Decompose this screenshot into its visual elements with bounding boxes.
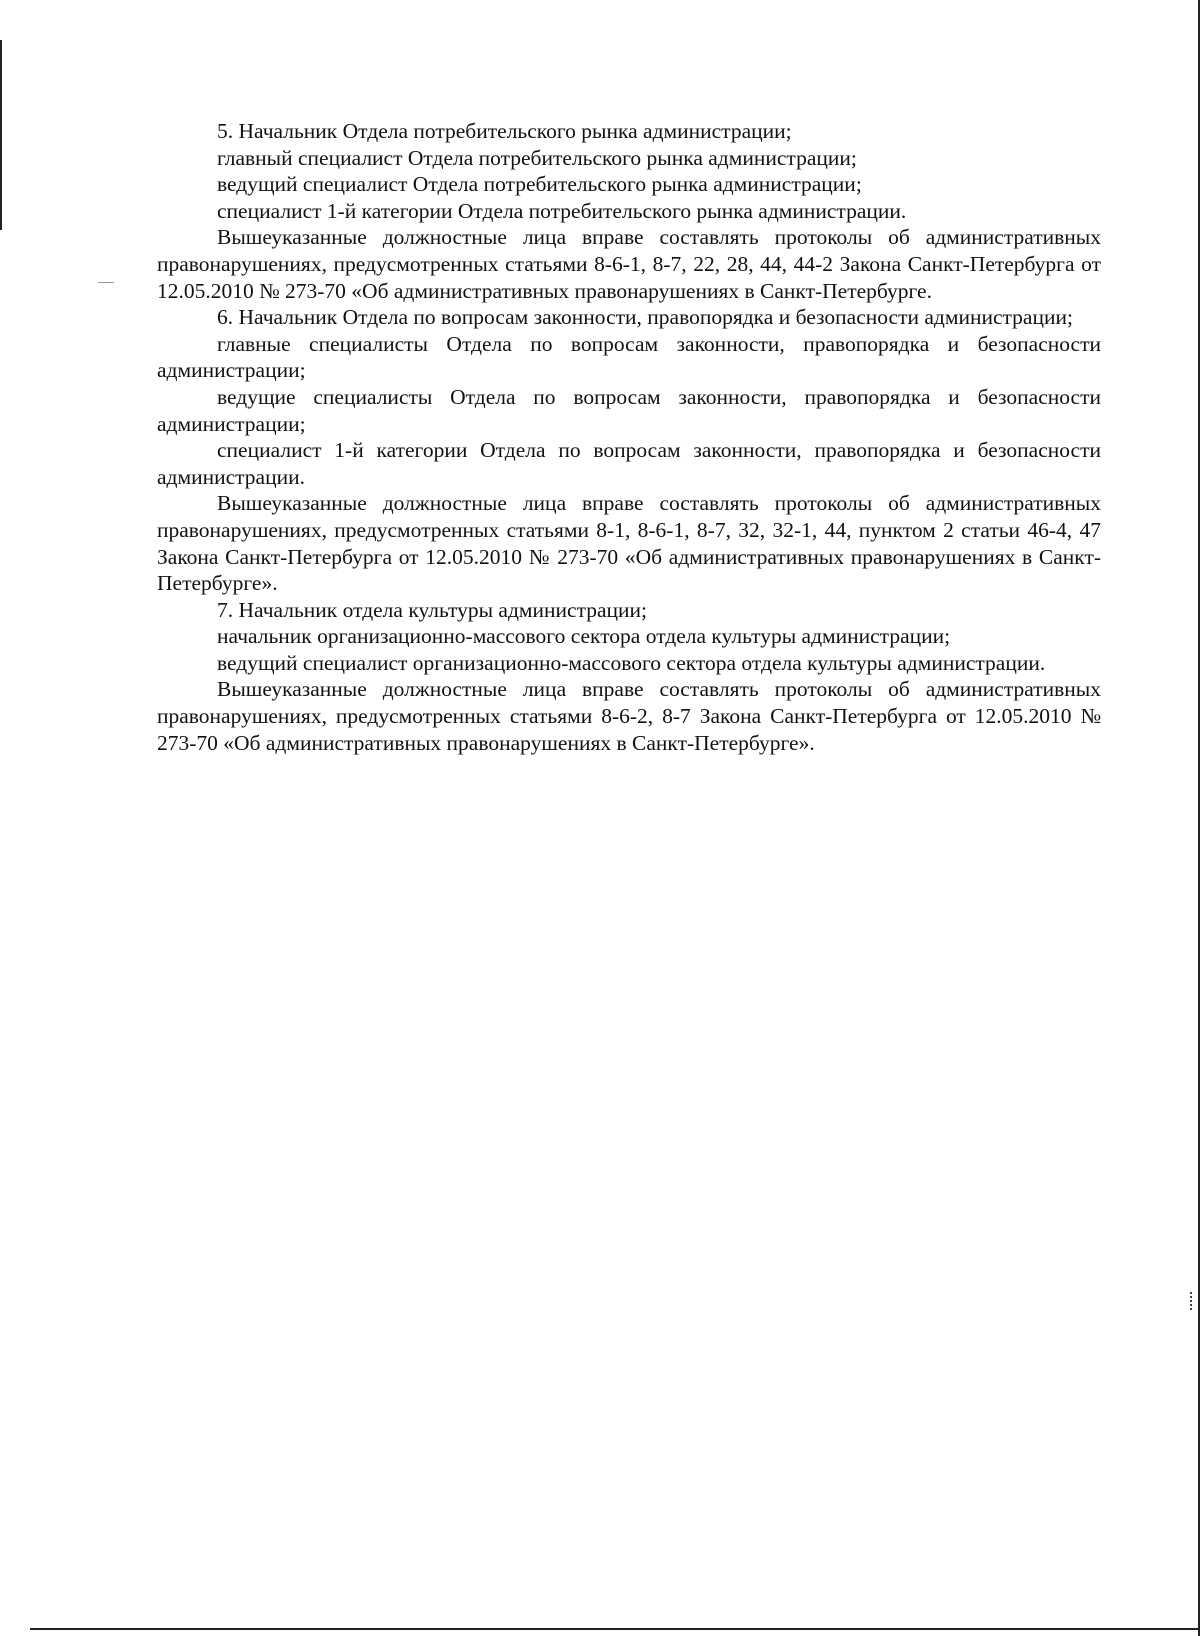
- scan-mark: [98, 282, 114, 283]
- list-item-specialist-legality-dept: специалист 1-й категории Отдела по вопросам законности, правопорядка и безопасности администрации.: [157, 438, 1101, 489]
- scan-mark: [1190, 1292, 1194, 1310]
- list-item-leading-specialist-mass-sector: ведущий специалист организационно-массового сектора отдела культуры администрации.: [217, 650, 1046, 675]
- authority-paragraph-legality-dept: Вышеуказанные должностные лица вправе составлять протоколы об административных правонарушениях, предусмотренных статьями 8-1, 8-6-1, 8-7, 32, 32-1, 44, пунктом 2 статьи 46-4, 47 Закона Санкт-Петербурга от 12.05.2010 № 273-70 «Об административных правонарушениях в Санкт-Петербурге».: [157, 491, 1101, 596]
- list-item-chief-specialists-legality-dept: главные специалисты Отдела по вопросам законности, правопорядка и безопасности администрации;: [157, 331, 1101, 383]
- list-item-chief-specialist-consumer-market: главный специалист Отдела потребительского рынка администрации;: [217, 145, 857, 170]
- list-item-leading-specialists-legality-dept: ведущие специалисты Отдела по вопросам законности, правопорядка и безопасности администрации;: [157, 384, 1101, 436]
- authority-paragraph-culture-dept: Вышеуказанные должностные лица вправе составлять протоколы об административных правонарушениях, предусмотренных статьями 8-6-2, 8-7 Закона Санкт-Петербурга от 12.05.2010 № 273-70 «Об административных правонарушениях в Санкт-Петербурге».: [157, 677, 1101, 755]
- list-item-head-legality-dept: 6. Начальник Отдела по вопросам законности, правопорядка и безопасности администрации;: [217, 305, 1073, 330]
- list-item-head-mass-sector: начальник организационно-массового сектора отдела культуры администрации;: [217, 624, 951, 649]
- authority-paragraph-consumer-market: Вышеуказанные должностные лица вправе составлять протоколы об административных правонарушениях, предусмотренных статьями 8-6-1, 8-7, 22, 28, 44, 44-2 Закона Санкт-Петербурга от 12.05.2010 № 273-70 «Об административных правонарушениях в Санкт-Петербурге.: [157, 225, 1101, 303]
- list-item-leading-specialist-consumer-market: ведущий специалист Отдела потребительского рынка администрации;: [217, 172, 862, 197]
- list-item-head-consumer-market: 5. Начальник Отдела потребительского рынка администрации;: [217, 119, 792, 143]
- document-body: [157, 118, 1101, 756]
- scan-edge-bottom: [30, 1628, 1200, 1630]
- list-item-head-culture-dept: 7. Начальник отдела культуры администрации;: [217, 597, 648, 622]
- list-item-specialist-consumer-market: специалист 1-й категории Отдела потребительского рынка администрации.: [217, 198, 907, 223]
- scan-edge-left: [0, 40, 2, 230]
